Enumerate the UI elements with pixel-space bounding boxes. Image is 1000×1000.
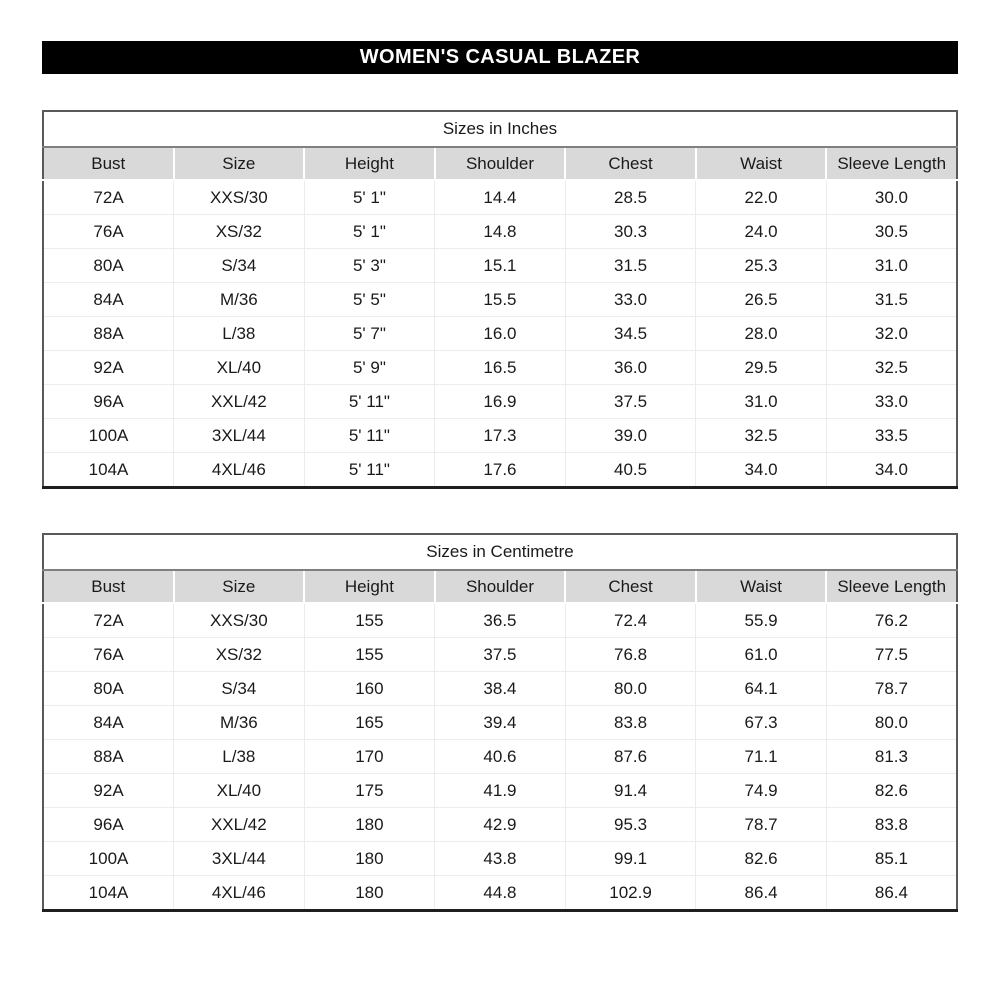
table-caption: Sizes in Centimetre [43, 534, 957, 570]
table-cell: 42.9 [435, 808, 566, 842]
table-cell: 5' 7" [304, 317, 435, 351]
table-row [43, 603, 957, 638]
table-cell: 80A [43, 672, 174, 706]
table-cell: 104A [43, 876, 174, 911]
table-cell: 180 [304, 876, 435, 911]
table-cell: 76.8 [565, 638, 696, 672]
table-cell: 180 [304, 842, 435, 876]
table-cell: 26.5 [696, 283, 827, 317]
table-cell: 24.0 [696, 215, 827, 249]
table-row [43, 180, 957, 215]
table-cell: 72.4 [565, 603, 696, 638]
table-cell: 80.0 [826, 706, 957, 740]
table-cell: 34.5 [565, 317, 696, 351]
column-header: Chest [565, 570, 696, 603]
table-cell: M/36 [174, 283, 305, 317]
table-cell: 64.1 [696, 672, 827, 706]
table-cell: 5' 3" [304, 249, 435, 283]
table-cell: 39.0 [565, 419, 696, 453]
table-caption: Sizes in Inches [43, 111, 957, 147]
table-caption-row [43, 534, 957, 570]
table-cell: 72A [43, 603, 174, 638]
column-header: Chest [565, 147, 696, 180]
table-cell: 32.0 [826, 317, 957, 351]
table-cell: 37.5 [565, 385, 696, 419]
table-cell: 30.0 [826, 180, 957, 215]
table-cell: 180 [304, 808, 435, 842]
column-header: Sleeve Length [826, 147, 957, 180]
table-cell: 5' 1" [304, 215, 435, 249]
table-cell: 76.2 [826, 603, 957, 638]
table-body [43, 180, 957, 488]
table-cell: 40.5 [565, 453, 696, 488]
column-header: Bust [43, 147, 174, 180]
table-cell: 36.0 [565, 351, 696, 385]
table-cell: 22.0 [696, 180, 827, 215]
table-cell: 29.5 [696, 351, 827, 385]
table-cell: 88A [43, 317, 174, 351]
table-row [43, 808, 957, 842]
table-cell: 82.6 [696, 842, 827, 876]
table-cell: 4XL/46 [174, 453, 305, 488]
table-row [43, 351, 957, 385]
table-row [43, 453, 957, 488]
table-cell: 76A [43, 638, 174, 672]
table-cell: 96A [43, 808, 174, 842]
table-cell: 55.9 [696, 603, 827, 638]
table-caption-row [43, 111, 957, 147]
table-cell: L/38 [174, 317, 305, 351]
table-cell: 160 [304, 672, 435, 706]
table-cell: 33.5 [826, 419, 957, 453]
table-cell: 3XL/44 [174, 419, 305, 453]
table-cell: 16.9 [435, 385, 566, 419]
table-cell: 4XL/46 [174, 876, 305, 911]
table-cell: 32.5 [696, 419, 827, 453]
product-title: WOMEN'S CASUAL BLAZER [359, 46, 641, 68]
table-cell: 34.0 [696, 453, 827, 488]
table-cell: 40.6 [435, 740, 566, 774]
column-header-row [43, 147, 957, 180]
table-cell: 84A [43, 706, 174, 740]
table-cell: 5' 11" [304, 419, 435, 453]
product-title-banner [42, 41, 958, 74]
table-cell: 100A [43, 419, 174, 453]
table-row [43, 317, 957, 351]
table-cell: 14.8 [435, 215, 566, 249]
column-header: Bust [43, 570, 174, 603]
table-row [43, 638, 957, 672]
table-cell: 96A [43, 385, 174, 419]
table-cell: 30.5 [826, 215, 957, 249]
table-cell: 14.4 [435, 180, 566, 215]
table-cell: 25.3 [696, 249, 827, 283]
table-cell: 83.8 [565, 706, 696, 740]
table-cell: 44.8 [435, 876, 566, 911]
table-cell: 5' 9" [304, 351, 435, 385]
table-cell: 16.5 [435, 351, 566, 385]
table-cell: 5' 11" [304, 453, 435, 488]
table-cell: 67.3 [696, 706, 827, 740]
column-header: Waist [696, 147, 827, 180]
table-cell: 155 [304, 638, 435, 672]
table-cell: XL/40 [174, 774, 305, 808]
column-header: Size [174, 570, 305, 603]
table-cell: 15.5 [435, 283, 566, 317]
table-cell: S/34 [174, 249, 305, 283]
table-cell: 15.1 [435, 249, 566, 283]
table-cell: XS/32 [174, 215, 305, 249]
column-header: Height [304, 147, 435, 180]
table-cell: 28.5 [565, 180, 696, 215]
table-cell: 28.0 [696, 317, 827, 351]
table-cell: 32.5 [826, 351, 957, 385]
table-cell: 80.0 [565, 672, 696, 706]
table-cell: 33.0 [826, 385, 957, 419]
table-cell: 81.3 [826, 740, 957, 774]
table-cell: XXS/30 [174, 180, 305, 215]
table-cell: 31.5 [826, 283, 957, 317]
table-cell: 31.0 [696, 385, 827, 419]
table-cell: 92A [43, 774, 174, 808]
table-row [43, 283, 957, 317]
table-row [43, 385, 957, 419]
table-cell: 86.4 [826, 876, 957, 911]
table-cell: 78.7 [696, 808, 827, 842]
table-cell: 100A [43, 842, 174, 876]
table-cell: 43.8 [435, 842, 566, 876]
table-cell: 3XL/44 [174, 842, 305, 876]
column-header: Shoulder [435, 147, 566, 180]
table-cell: 165 [304, 706, 435, 740]
table-cell: S/34 [174, 672, 305, 706]
table-cell: 175 [304, 774, 435, 808]
table-cell: XXL/42 [174, 385, 305, 419]
sizes-in-centimetre-table [42, 533, 958, 912]
table-cell: 95.3 [565, 808, 696, 842]
table-row [43, 249, 957, 283]
table-cell: 16.0 [435, 317, 566, 351]
column-header: Height [304, 570, 435, 603]
table-cell: 91.4 [565, 774, 696, 808]
table-cell: 5' 11" [304, 385, 435, 419]
table-cell: 38.4 [435, 672, 566, 706]
table-cell: 155 [304, 603, 435, 638]
table-cell: 84A [43, 283, 174, 317]
table-cell: 82.6 [826, 774, 957, 808]
table-cell: 5' 5" [304, 283, 435, 317]
table-cell: 77.5 [826, 638, 957, 672]
table-row [43, 876, 957, 911]
table-cell: 86.4 [696, 876, 827, 911]
table-cell: XXL/42 [174, 808, 305, 842]
table-row [43, 215, 957, 249]
table-body [43, 603, 957, 911]
table-cell: 36.5 [435, 603, 566, 638]
table-cell: 34.0 [826, 453, 957, 488]
table-cell: 104A [43, 453, 174, 488]
table-cell: XL/40 [174, 351, 305, 385]
column-header: Shoulder [435, 570, 566, 603]
table-cell: M/36 [174, 706, 305, 740]
table-cell: 33.0 [565, 283, 696, 317]
column-header: Sleeve Length [826, 570, 957, 603]
column-header: Waist [696, 570, 827, 603]
table-cell: 41.9 [435, 774, 566, 808]
table-cell: 88A [43, 740, 174, 774]
table-row [43, 774, 957, 808]
table-row [43, 706, 957, 740]
column-header-row [43, 570, 957, 603]
table-cell: 30.3 [565, 215, 696, 249]
table-cell: 78.7 [826, 672, 957, 706]
table-cell: 170 [304, 740, 435, 774]
table-row [43, 740, 957, 774]
table-row [43, 419, 957, 453]
table-cell: XXS/30 [174, 603, 305, 638]
table-cell: 74.9 [696, 774, 827, 808]
table-cell: 80A [43, 249, 174, 283]
table-cell: 31.5 [565, 249, 696, 283]
table-cell: 102.9 [565, 876, 696, 911]
table-cell: 17.6 [435, 453, 566, 488]
table-cell: 5' 1" [304, 180, 435, 215]
table-cell: 39.4 [435, 706, 566, 740]
table-cell: XS/32 [174, 638, 305, 672]
table-cell: 85.1 [826, 842, 957, 876]
table-cell: L/38 [174, 740, 305, 774]
table-cell: 99.1 [565, 842, 696, 876]
table-cell: 83.8 [826, 808, 957, 842]
table-cell: 31.0 [826, 249, 957, 283]
table-row [43, 842, 957, 876]
table-row [43, 672, 957, 706]
table-cell: 37.5 [435, 638, 566, 672]
column-header: Size [174, 147, 305, 180]
table-cell: 76A [43, 215, 174, 249]
table-cell: 61.0 [696, 638, 827, 672]
table-cell: 87.6 [565, 740, 696, 774]
table-cell: 72A [43, 180, 174, 215]
table-cell: 71.1 [696, 740, 827, 774]
table-cell: 17.3 [435, 419, 566, 453]
sizes-in-inches-table [42, 110, 958, 489]
table-cell: 92A [43, 351, 174, 385]
